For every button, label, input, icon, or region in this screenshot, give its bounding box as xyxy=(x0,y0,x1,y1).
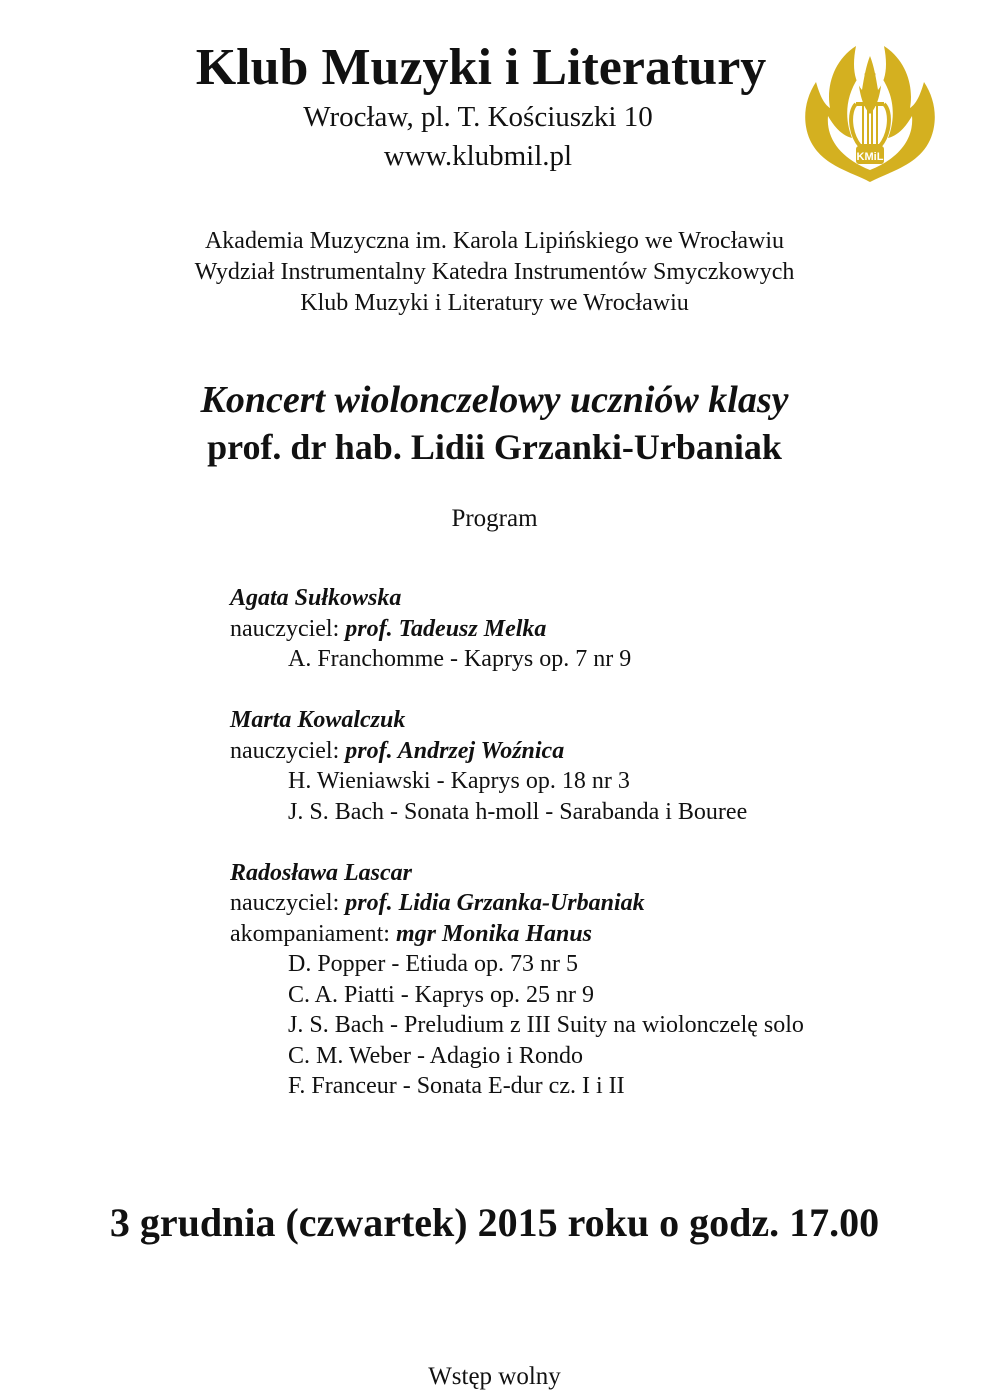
piece-item: C. M. Weber - Adagio i Rondo xyxy=(288,1042,583,1069)
club-title: Klub Muzyki i Literatury xyxy=(195,39,767,96)
teacher-line xyxy=(230,736,950,767)
performer-name: Agata Sułkowska xyxy=(230,585,402,611)
accompaniment-label: akompaniament: xyxy=(230,920,396,947)
logo-text: KMiL xyxy=(856,151,884,163)
performer-entry xyxy=(230,583,950,675)
teacher-label: nauczyciel: xyxy=(230,890,346,916)
logo-monogram: W xyxy=(864,71,876,85)
teacher-name: prof. Tadeusz Melka xyxy=(345,615,547,642)
performer-entry xyxy=(230,858,950,1102)
accompaniment-line xyxy=(230,919,950,950)
teacher-label: nauczyciel: xyxy=(230,615,346,642)
club-website: www.klubmil.pl xyxy=(383,140,573,172)
accompanist-name: mgr Monika Hanus xyxy=(395,920,593,947)
organizer-line: Wydział Instrumentalny Katedra Instrumentów Smyczkowych xyxy=(194,259,795,285)
piece-item: H. Wieniawski - Kaprys op. 18 nr 3 xyxy=(288,768,630,794)
piece-item: F. Franceur - Sonata E-dur cz. I i II xyxy=(288,1073,625,1099)
concert-title: Koncert wiolonczelowy uczniów klasy xyxy=(200,379,789,421)
performer-name: Marta Kowalczuk xyxy=(230,707,406,733)
teacher-name: prof. Lidia Grzanka-Urbaniak xyxy=(345,890,645,916)
program-heading: Program xyxy=(451,505,538,532)
organizers-block xyxy=(0,226,989,319)
organizer-line: Klub Muzyki i Literatury we Wrocławiu xyxy=(300,290,689,316)
performer-entry xyxy=(230,705,950,827)
piece-item: D. Popper - Etiuda op. 73 nr 5 xyxy=(288,951,578,977)
lyre-flame-logo-icon xyxy=(800,38,940,183)
teacher-line xyxy=(230,888,950,919)
piece-item: A. Franchomme - Kaprys op. 7 nr 9 xyxy=(288,646,632,672)
piece-item: J. S. Bach - Sonata h-moll - Sarabanda i Bouree xyxy=(288,798,748,825)
teacher-name: prof. Andrzej Woźnica xyxy=(345,737,565,764)
piece-item: C. A. Piatti - Kaprys op. 25 nr 9 xyxy=(288,981,594,1008)
teacher-label: nauczyciel: xyxy=(230,737,346,764)
performer-name: Radosława Lascar xyxy=(230,859,413,886)
program-list xyxy=(230,583,950,1132)
concert-date: 3 grudnia (czwartek) 2015 roku o godz. 17.00 xyxy=(109,1200,880,1245)
concert-teacher: prof. dr hab. Lidii Grzanki-Urbaniak xyxy=(207,427,782,467)
teacher-line xyxy=(230,614,950,645)
piece-item: J. S. Bach - Preludium z III Suity na wiolonczelę solo xyxy=(288,1012,804,1038)
entry-note: Wstęp wolny xyxy=(428,1363,561,1390)
organizer-line: Akademia Muzyczna im. Karola Lipińskiego we Wrocławiu xyxy=(204,228,785,254)
club-address: Wrocław, pl. T. Kościuszki 10 xyxy=(303,101,653,133)
